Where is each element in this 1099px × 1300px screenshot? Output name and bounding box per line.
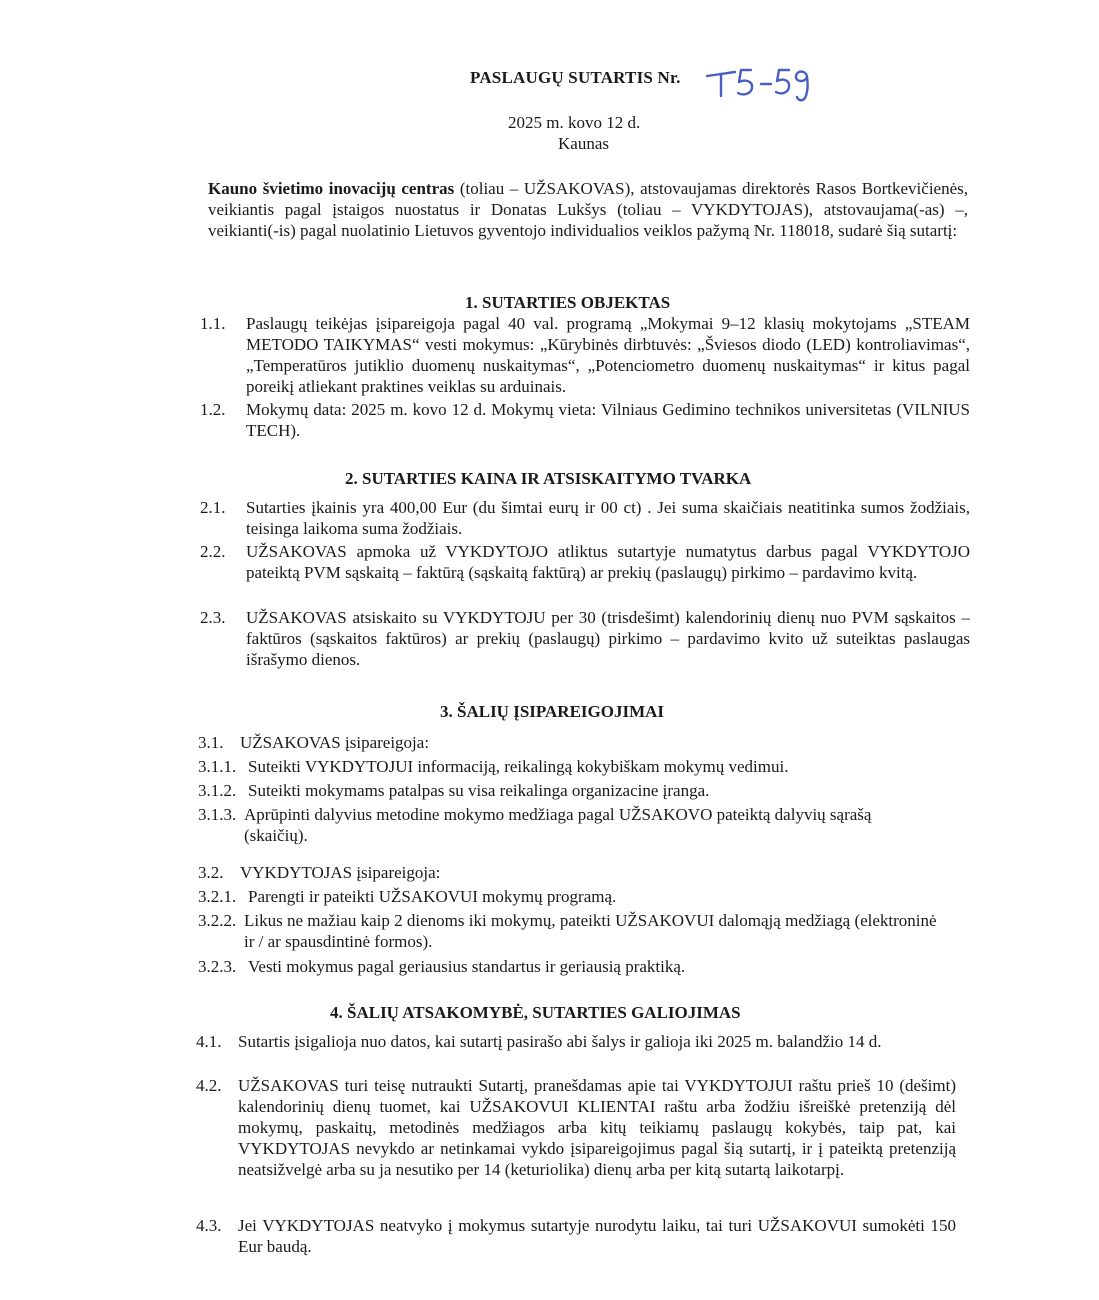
clause-number: 4.1. [196,1032,222,1051]
clause-text: Sutartis įsigalioja nuo datos, kai sutartį pasirašo abi šalys ir galioja iki 2025 m. balandžio 14 d. [238,1032,882,1051]
clause-1-1 [200,313,970,397]
clause-number: 3.1.2. [198,781,237,800]
clause-3-2-2 [198,910,943,952]
clause-text: Likus ne mažiau kaip 2 dienoms iki mokymų, pateikti UŽSAKOVUI dalomąją medžiagą (elektroninė ir / ar spausdintinė formos). [244,911,937,951]
clause-3-2-3 [198,956,918,977]
clause-number: 3.1.3. [198,805,237,824]
section-title-1: 1. SUTARTIES OBJEKTAS [465,293,671,312]
clause-text: Paslaugų teikėjas įsipareigoja pagal 40 val. programą „Mokymai 9–12 klasių mokytojams „STEAM METODO TAIKYMAS“ vesti mokymus: „Kūrybinės dirbtuvės: „Šviesos diodo (LED) kontroliavimas“, „Temperatūros jutiklio duomenų nuskaitymas“, „Potenciometro duomenų nuskaitymas“ ir kitus pagal poreikį atliekant praktines veiklas su arduinais. [246,314,970,396]
clause-text: Vesti mokymus pagal geriausius standartus ir geriausią praktiką. [248,957,686,976]
clause-3-2 [198,862,968,883]
clause-text: Aprūpinti dalyvius metodine mokymo medžiaga pagal UŽSAKOVO pateiktą dalyvių sąrašą (skaičių). [244,805,872,845]
clause-text: Sutarties įkainis yra 400,00 Eur (du šimtai eurų ir 00 ct) . Jei suma skaičiais neatitinka sumos žodžiais, teisinga laikoma suma žodžiais. [246,498,970,538]
intro-paragraph [208,178,968,241]
contract-city: Kaunas [558,134,609,153]
clause-4-3 [196,1215,956,1257]
clause-number: 2.2. [200,542,226,561]
clause-number: 1.1. [200,314,226,333]
clause-4-1 [196,1031,936,1052]
section-title-3: 3. ŠALIŲ ĮSIPAREIGOJIMAI [440,702,665,721]
clause-3-1 [198,732,968,753]
clause-text: UŽSAKOVAS atsiskaito su VYKDYTOJU per 30 (trisdešimt) kalendorinių dienų nuo PVM sąskaitos – faktūros (sąskaitos faktūros) ar prekių (paslaugų) pirkimo – pardavimo kvito už suteiktas paslaugas išrašymo dienos. [246,608,970,669]
clause-number: 3.1.1. [198,757,237,776]
clause-4-2 [196,1075,956,1180]
clause-number: 4.2. [196,1076,222,1095]
contract-title: PASLAUGŲ SUTARTIS Nr. [470,68,681,87]
clause-text: VYKDYTOJAS įsipareigoja: [240,863,441,882]
clause-text: Mokymų data: 2025 m. kovo 12 d. Mokymų vieta: Vilniaus Gedimino technikos universitetas (VILNIUS TECH). [246,400,970,440]
handwritten-contract-number [705,62,815,106]
clause-1-2 [200,399,970,441]
clause-text: UŽSAKOVAS turi teisę nutraukti Sutartį, pranešdamas apie tai VYKDYTOJUI raštu prieš 10 (dešimt) kalendorinių dienų tuomet, kai UŽSAKOVUI KLIENTAI raštu arba žodžiu išreiškė pretenziją dėl mokymų, paskaitų, metodinės medžiagos arba kitų teikiamų paslaugų kokybės, taip pat, kai VYKDYTOJAS nevykdo ar netinkamai vykdo įsipareigojimus pagal šią sutartį, ir į pateiktą pretenziją neatsižvelgė arba su ja nesutiko per 14 (keturiolika) dienų arba per kitą sutartą laikotarpį. [238,1076,956,1179]
clause-text: Jei VYKDYTOJAS neatvyko į mokymus sutartyje nurodytu laiku, tai turi UŽSAKOVUI sumokėti 150 Eur baudą. [238,1216,956,1256]
clause-number: 3.2. [198,863,224,882]
clause-number: 1.2. [200,400,226,419]
clause-2-1 [200,497,970,539]
clause-number: 3.2.3. [198,957,237,976]
clause-number: 2.3. [200,608,226,627]
handwritten-number-icon [705,62,815,106]
clause-3-1-3 [198,804,918,846]
clause-text: Suteikti VYKDYTOJUI informaciją, reikalingą kokybiškam mokymų vedimui. [248,757,789,776]
clause-text: UŽSAKOVAS apmoka už VYKDYTOJO atliktus sutartyje numatytus darbus pagal VYKDYTOJO pateiktą PVM sąskaitą – faktūrą (sąskaitą faktūrą) ar prekių (paslaugų) pirkimo – pardavimo kvitą. [246,542,970,582]
clause-text: UŽSAKOVAS įsipareigoja: [240,733,430,752]
clause-3-2-1 [198,886,918,907]
clause-text: Parengti ir pateikti UŽSAKOVUI mokymų programą. [248,887,617,906]
clause-2-2 [200,541,970,583]
clause-2-3 [200,607,970,670]
clause-number: 2.1. [200,498,226,517]
client-name: Kauno švietimo inovacijų centras [208,179,455,198]
clause-text: Suteikti mokymams patalpas su visa reikalinga organizacine įranga. [248,781,710,800]
clause-number: 3.2.1. [198,887,237,906]
section-title-4: 4. ŠALIŲ ATSAKOMYBĖ, SUTARTIES GALIOJIMAS [330,1003,741,1022]
contract-date: 2025 m. kovo 12 d. [508,113,641,132]
intro-text: (toliau – UŽSAKOVAS), atstovaujamas direktorės Rasos Bortkevičienės, veikiantis pagal įstaigos nuostatus ir Donatas Lukšys (toliau – VYKDYTOJAS), atstovaujama(-as) –, veikianti(-is) pagal nuolatinio Lietuvos gyventojo individualios veiklos pažymą Nr. 118018, sudarė šią sutartį: [208,179,968,240]
clause-3-1-2 [198,780,918,801]
clause-3-1-1 [198,756,918,777]
section-title-2: 2. SUTARTIES KAINA IR ATSISKAITYMO TVARKA [345,469,752,488]
clause-number: 3.1. [198,733,224,752]
clause-number: 3.2.2. [198,911,237,930]
clause-number: 4.3. [196,1216,222,1235]
